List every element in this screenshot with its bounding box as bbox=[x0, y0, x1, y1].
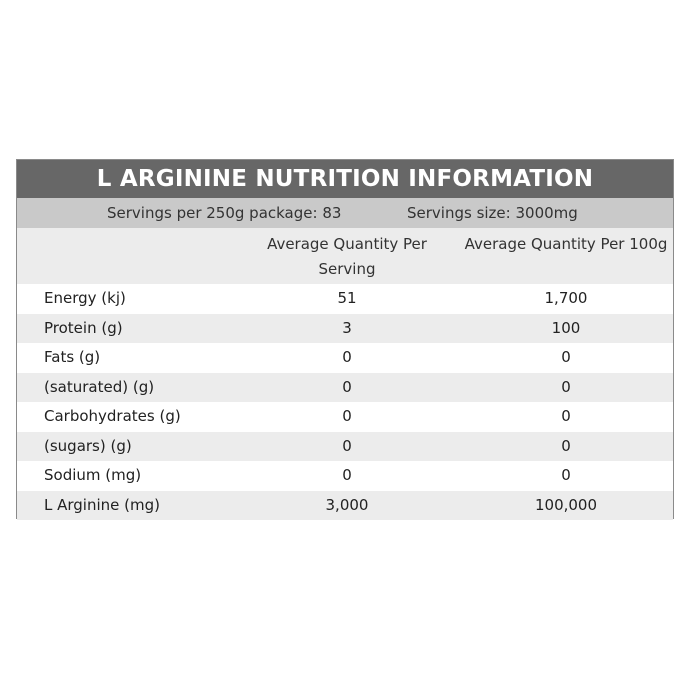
row-label: Energy (kj) bbox=[44, 289, 126, 307]
serving-size: Servings size: 3000mg bbox=[407, 204, 578, 222]
row-per-100g: 0 bbox=[561, 466, 571, 484]
nutrition-table bbox=[16, 159, 674, 519]
row-label: Fats (g) bbox=[44, 348, 101, 366]
row-per-100g: 0 bbox=[561, 377, 571, 396]
row-per-100g: 0 bbox=[561, 436, 571, 455]
row-per-100g: 100,000 bbox=[534, 495, 598, 514]
servings-bar bbox=[17, 198, 673, 228]
table-row bbox=[17, 402, 673, 432]
row-per-100g: 0 bbox=[561, 407, 571, 425]
row-per-serving: 3,000 bbox=[325, 495, 369, 514]
column-header-per-serving: Average Quantity Per Serving bbox=[267, 235, 427, 278]
row-per-serving: 0 bbox=[342, 407, 352, 425]
table-row bbox=[17, 491, 673, 521]
row-label: (saturated) (g) bbox=[44, 377, 155, 396]
row-label: L Arginine (mg) bbox=[44, 495, 160, 514]
row-label: (sugars) (g) bbox=[44, 436, 132, 455]
row-label: Sodium (mg) bbox=[44, 466, 142, 484]
row-per-100g: 0 bbox=[561, 348, 571, 366]
row-per-serving: 51 bbox=[337, 289, 357, 307]
row-per-serving: 0 bbox=[342, 436, 352, 455]
column-header-per-100g: Average Quantity Per 100g bbox=[464, 235, 668, 253]
row-per-serving: 3 bbox=[342, 318, 352, 337]
table-row bbox=[17, 432, 673, 462]
row-per-serving: 0 bbox=[342, 466, 352, 484]
row-label: Carbohydrates (g) bbox=[44, 407, 181, 425]
column-header-row bbox=[17, 228, 673, 284]
row-label: Protein (g) bbox=[44, 318, 123, 337]
row-per-100g: 100 bbox=[551, 318, 581, 337]
row-per-100g: 1,700 bbox=[544, 289, 588, 307]
table-row bbox=[17, 314, 673, 344]
table-row bbox=[17, 461, 673, 491]
table-row bbox=[17, 373, 673, 403]
servings-per-package: Servings per 250g package: 83 bbox=[107, 204, 342, 222]
row-per-serving: 0 bbox=[342, 377, 352, 396]
table-row bbox=[17, 284, 673, 314]
table-row bbox=[17, 343, 673, 373]
row-per-serving: 0 bbox=[342, 348, 352, 366]
table-title: L ARGININE NUTRITION INFORMATION bbox=[17, 160, 673, 198]
